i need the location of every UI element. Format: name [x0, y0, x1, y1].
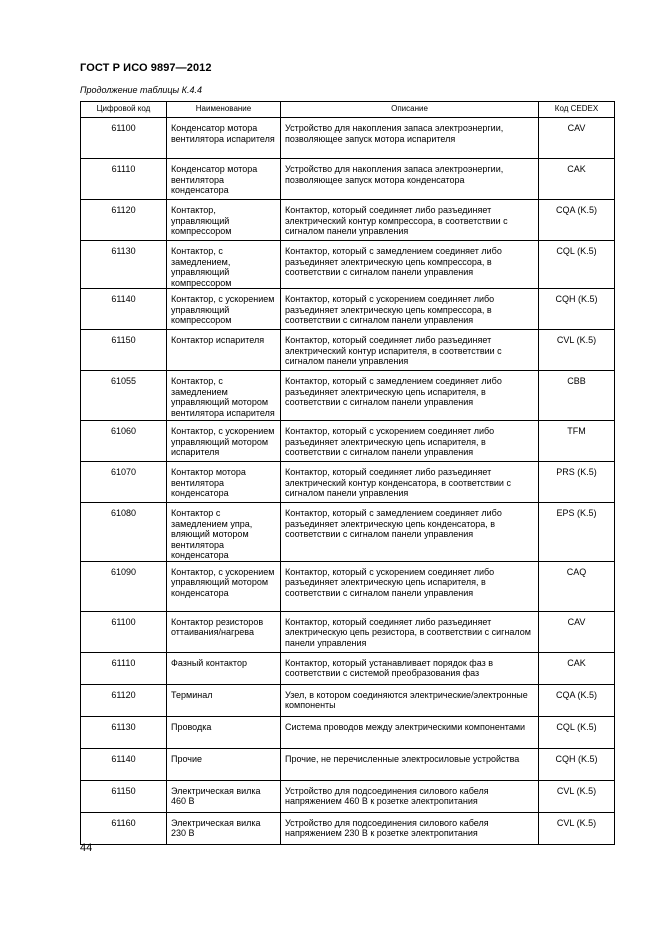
description-cell: Устройство для накопления запаса электроэнергии, позволяющее запуск мотора конденсатора — [281, 159, 539, 200]
name-cell: Контактор мотора вентилятора конденсатора — [167, 462, 281, 503]
table-row — [81, 503, 615, 562]
code-cell: 61140 — [81, 289, 167, 330]
table-row — [81, 561, 615, 611]
cedex-cell: TFM — [539, 421, 615, 462]
table-row — [81, 200, 615, 241]
name-cell: Контактор, управляющий компрессором — [167, 200, 281, 241]
description-cell: Узел, в котором соединяются электрические/электронные компоненты — [281, 684, 539, 716]
cedex-cell: EPS (K.5) — [539, 503, 615, 562]
cedex-cell: CQH (K.5) — [539, 289, 615, 330]
table-row — [81, 652, 615, 684]
description-cell: Контактор, который с ускорением соединяет либо разъединяет электрическую цепь испарителя, в соответствии с сигналом панели управления — [281, 421, 539, 462]
name-cell: Прочие — [167, 748, 281, 780]
page-number: 44 — [80, 842, 93, 854]
table-row — [81, 421, 615, 462]
column-header-cedex: Код CEDEX — [539, 102, 615, 118]
name-cell: Контактор, с ускорением управляющий компрессором — [167, 289, 281, 330]
code-cell: 61140 — [81, 748, 167, 780]
table-row — [81, 330, 615, 371]
name-cell: Контактор резисторов оттаивания/нагрева — [167, 611, 281, 652]
table-header-row — [81, 102, 615, 118]
table-row — [81, 462, 615, 503]
name-cell: Электрическая вилка 460 В — [167, 780, 281, 812]
cedex-table — [80, 101, 615, 845]
code-cell: 61100 — [81, 118, 167, 159]
name-cell: Конденсатор мотора вентилятора испарителя — [167, 118, 281, 159]
code-cell: 61150 — [81, 780, 167, 812]
description-cell: Контактор, который с замедлением соединяет либо разъединяет электрическую цепь компрессора, в соответствии с сигналом панели управления — [281, 241, 539, 289]
cedex-cell: CAK — [539, 652, 615, 684]
name-cell: Терминал — [167, 684, 281, 716]
name-cell: Контактор с замедлением упра, вляющий мотором вентилятора конденсатора — [167, 503, 281, 562]
code-cell: 61090 — [81, 561, 167, 611]
code-cell: 61130 — [81, 716, 167, 748]
description-cell: Контактор, который соединяет либо разъединяет электрический контур испарителя, в соответствии с сигналом панели управления — [281, 330, 539, 371]
code-cell: 61150 — [81, 330, 167, 371]
cedex-cell: CQL (K.5) — [539, 716, 615, 748]
table-row — [81, 611, 615, 652]
name-cell: Проводка — [167, 716, 281, 748]
description-cell: Устройство для подсоединения силового кабеля напряжением 230 В к розетке электропитания — [281, 812, 539, 844]
name-cell: Контактор, с замедлением управляющий мотором вентилятора испарителя — [167, 371, 281, 421]
code-cell: 61070 — [81, 462, 167, 503]
name-cell: Контактор, с замедлением, управляющий компрессором — [167, 241, 281, 289]
table-row — [81, 289, 615, 330]
code-cell: 61110 — [81, 652, 167, 684]
description-cell: Контактор, который соединяет либо разъединяет электрический контур компрессора, в соответствии с сигналом панели управления — [281, 200, 539, 241]
name-cell: Конденсатор мотора вентилятора конденсатора — [167, 159, 281, 200]
table-row — [81, 371, 615, 421]
cedex-cell: CVL (K.5) — [539, 330, 615, 371]
cedex-cell: CAK — [539, 159, 615, 200]
cedex-cell: CVL (K.5) — [539, 780, 615, 812]
cedex-cell: CQA (K.5) — [539, 684, 615, 716]
name-cell: Контактор, с ускорением управляющий мотором конденсатора — [167, 561, 281, 611]
table-row — [81, 241, 615, 289]
code-cell: 61160 — [81, 812, 167, 844]
code-cell: 61120 — [81, 684, 167, 716]
code-cell: 61120 — [81, 200, 167, 241]
name-cell: Контактор испарителя — [167, 330, 281, 371]
code-cell: 61055 — [81, 371, 167, 421]
table-row — [81, 684, 615, 716]
cedex-cell: CAV — [539, 118, 615, 159]
name-cell: Фазный контактор — [167, 652, 281, 684]
column-header-code: Цифровой код — [81, 102, 167, 118]
table-row — [81, 812, 615, 844]
code-cell: 61060 — [81, 421, 167, 462]
table-caption: Продолжение таблицы К.4.4 — [80, 85, 202, 95]
table-body — [81, 118, 615, 845]
description-cell: Контактор, который с замедлением соединяет либо разъединяет электрическую цепь испарителя, в соответствии с сигналом панели управления — [281, 371, 539, 421]
code-cell: 61100 — [81, 611, 167, 652]
name-cell: Электрическая вилка 230 В — [167, 812, 281, 844]
cedex-cell: CQA (K.5) — [539, 200, 615, 241]
description-cell: Контактор, который с ускорением соединяет либо разъединяет электрическую цепь компрессора, в соответствии с сигналом панели управления — [281, 289, 539, 330]
table-row — [81, 748, 615, 780]
description-cell: Система проводов между электрическими компонентами — [281, 716, 539, 748]
code-cell: 61130 — [81, 241, 167, 289]
description-cell: Контактор, который с замедлением соединяет либо разъединяет электрическую цепь конденсатора, в соответствии с сигналом панели управления — [281, 503, 539, 562]
table-row — [81, 780, 615, 812]
description-cell: Контактор, который соединяет либо разъединяет электрическую цепь резистора, в соответствии с сигналом панели управления — [281, 611, 539, 652]
table-row — [81, 159, 615, 200]
table-row — [81, 716, 615, 748]
cedex-cell: CAQ — [539, 561, 615, 611]
description-cell: Контактор, который с ускорением соединяет либо разъединяет электрическую цепь испарителя, в соответствии с сигналом панели управления — [281, 561, 539, 611]
column-header-name: Наименование — [167, 102, 281, 118]
code-cell: 61080 — [81, 503, 167, 562]
cedex-cell: CVL (K.5) — [539, 812, 615, 844]
column-header-description: Описание — [281, 102, 539, 118]
description-cell: Контактор, который соединяет либо разъединяет электрический контур конденсатора, в соответствии с сигналом панели управления — [281, 462, 539, 503]
cedex-cell: CBB — [539, 371, 615, 421]
name-cell: Контактор, с ускорением управляющий мотором испарителя — [167, 421, 281, 462]
cedex-cell: CAV — [539, 611, 615, 652]
cedex-cell: CQH (K.5) — [539, 748, 615, 780]
cedex-cell: CQL (K.5) — [539, 241, 615, 289]
code-cell: 61110 — [81, 159, 167, 200]
description-cell: Прочие, не перечисленные электросиловые устройства — [281, 748, 539, 780]
description-cell: Контактор, который устанавливает порядок фаз в соответствии с системой преобразования фаз — [281, 652, 539, 684]
description-cell: Устройство для подсоединения силового кабеля напряжением 460 В к розетке электропитания — [281, 780, 539, 812]
document-title: ГОСТ Р ИСО 9897—2012 — [80, 62, 212, 74]
description-cell: Устройство для накопления запаса электроэнергии, позволяющее запуск мотора испарителя — [281, 118, 539, 159]
cedex-cell: PRS (K.5) — [539, 462, 615, 503]
table-row — [81, 118, 615, 159]
